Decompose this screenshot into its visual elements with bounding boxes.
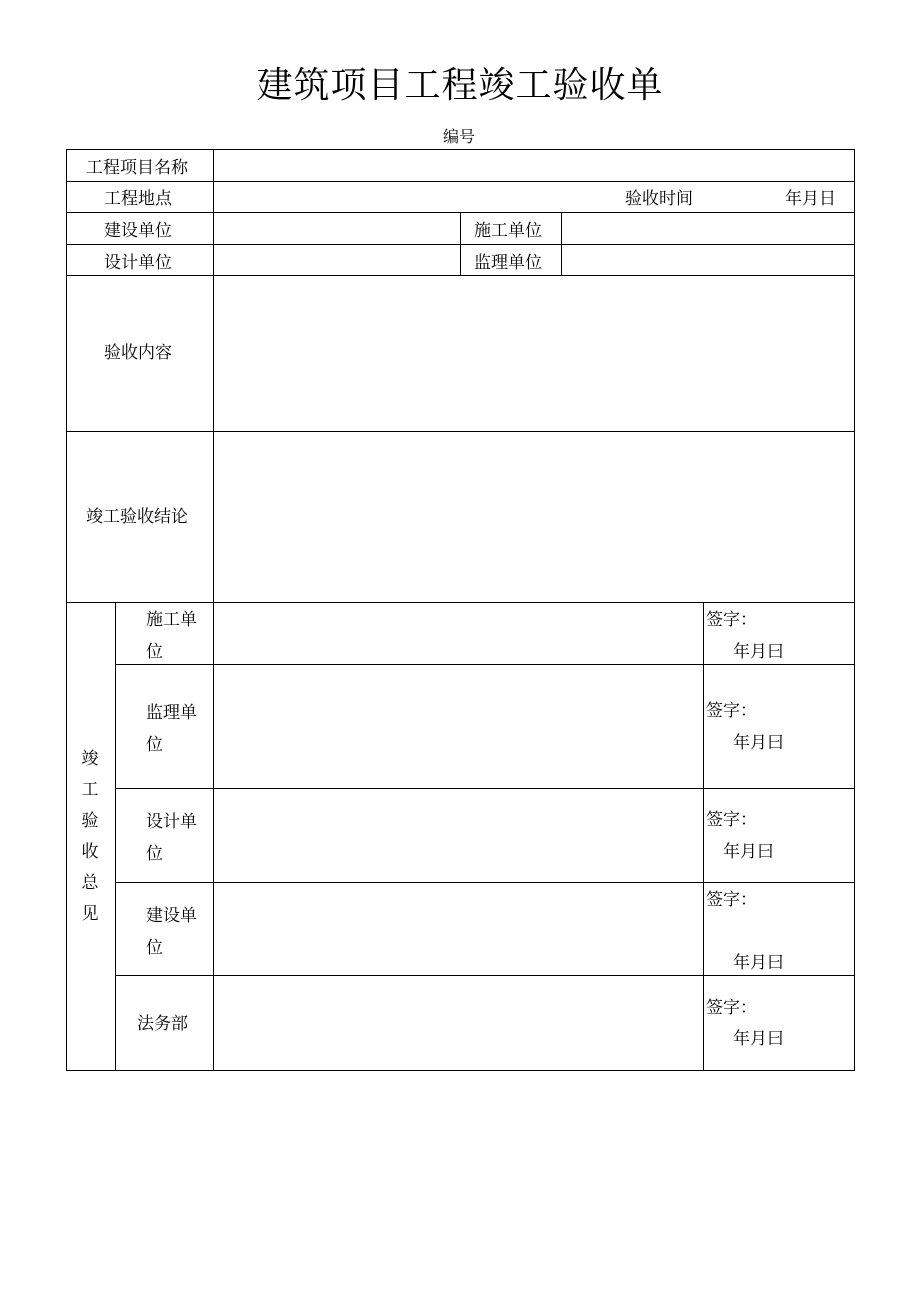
opinion-section-label — [79, 744, 101, 930]
col-divider — [115, 602, 116, 1071]
sign-date-label: 年月曰 — [733, 1029, 784, 1049]
completion-conclusion-label: 竣工验收结论 — [86, 507, 188, 527]
signature-label: 签字： — [706, 610, 757, 630]
table-border-left — [66, 149, 67, 1071]
signature-label: 签字： — [706, 890, 757, 910]
opinion-label-char: 工 — [81, 780, 99, 800]
acceptance-content-label: 验收内容 — [104, 343, 172, 363]
opinion-org-label: 位 — [146, 735, 163, 755]
sign-date-label: 年月曰 — [733, 642, 784, 662]
table-border-top — [66, 149, 855, 150]
row-divider — [66, 181, 855, 182]
opinion-org-label: 位 — [146, 642, 163, 662]
page-title: 建筑项目工程竣工验收单 — [256, 65, 664, 106]
signature-label: 签字： — [706, 810, 757, 830]
row-divider — [115, 788, 855, 789]
acceptance-form-table — [66, 149, 855, 1071]
row-divider — [115, 664, 855, 665]
supervision-org-label: 监理单位 — [474, 253, 542, 273]
col-divider — [561, 212, 562, 276]
opinion-label-char: 收 — [81, 842, 99, 862]
opinion-label-char: 竣 — [81, 749, 99, 769]
acceptance-date-placeholder: 年月日 — [785, 189, 836, 209]
sign-date-label: 年月曰 — [723, 842, 774, 862]
row-divider — [115, 975, 855, 976]
col-divider — [213, 149, 214, 1071]
signature-label: 签字： — [706, 701, 757, 721]
opinion-org-label: 位 — [146, 938, 163, 958]
doc-number-label: 编号 — [443, 127, 476, 146]
row-divider — [66, 431, 855, 432]
signature-label: 签字： — [706, 998, 757, 1018]
row-divider — [66, 602, 855, 603]
builder-org-label: 施工单位 — [474, 221, 542, 241]
sign-date-label: 年月曰 — [733, 953, 784, 973]
acceptance-time-label: 验收时间 — [625, 189, 693, 209]
opinion-org-label: 位 — [146, 844, 163, 864]
construction-org-label: 建设单位 — [104, 221, 172, 241]
opinion-org-label: 建设单 — [146, 906, 197, 926]
opinion-label-char: 验 — [81, 811, 99, 831]
opinion-org-label: 监理单 — [146, 703, 197, 723]
opinion-org-label: 法务部 — [137, 1014, 188, 1034]
project-location-label: 工程地点 — [104, 189, 172, 209]
col-divider — [460, 212, 461, 276]
project-name-label: 工程项目名称 — [86, 158, 188, 178]
table-border-bottom — [66, 1070, 855, 1071]
design-org-label: 设计单位 — [104, 253, 172, 273]
opinion-org-label: 设计单 — [146, 812, 197, 832]
opinion-org-label: 施工单 — [146, 610, 197, 630]
opinion-label-char: 总 — [81, 873, 99, 893]
col-divider — [703, 602, 704, 1071]
opinion-label-char: 见 — [81, 904, 99, 924]
sign-date-label: 年月曰 — [733, 733, 784, 753]
table-border-right — [854, 149, 855, 1071]
row-divider — [115, 882, 855, 883]
